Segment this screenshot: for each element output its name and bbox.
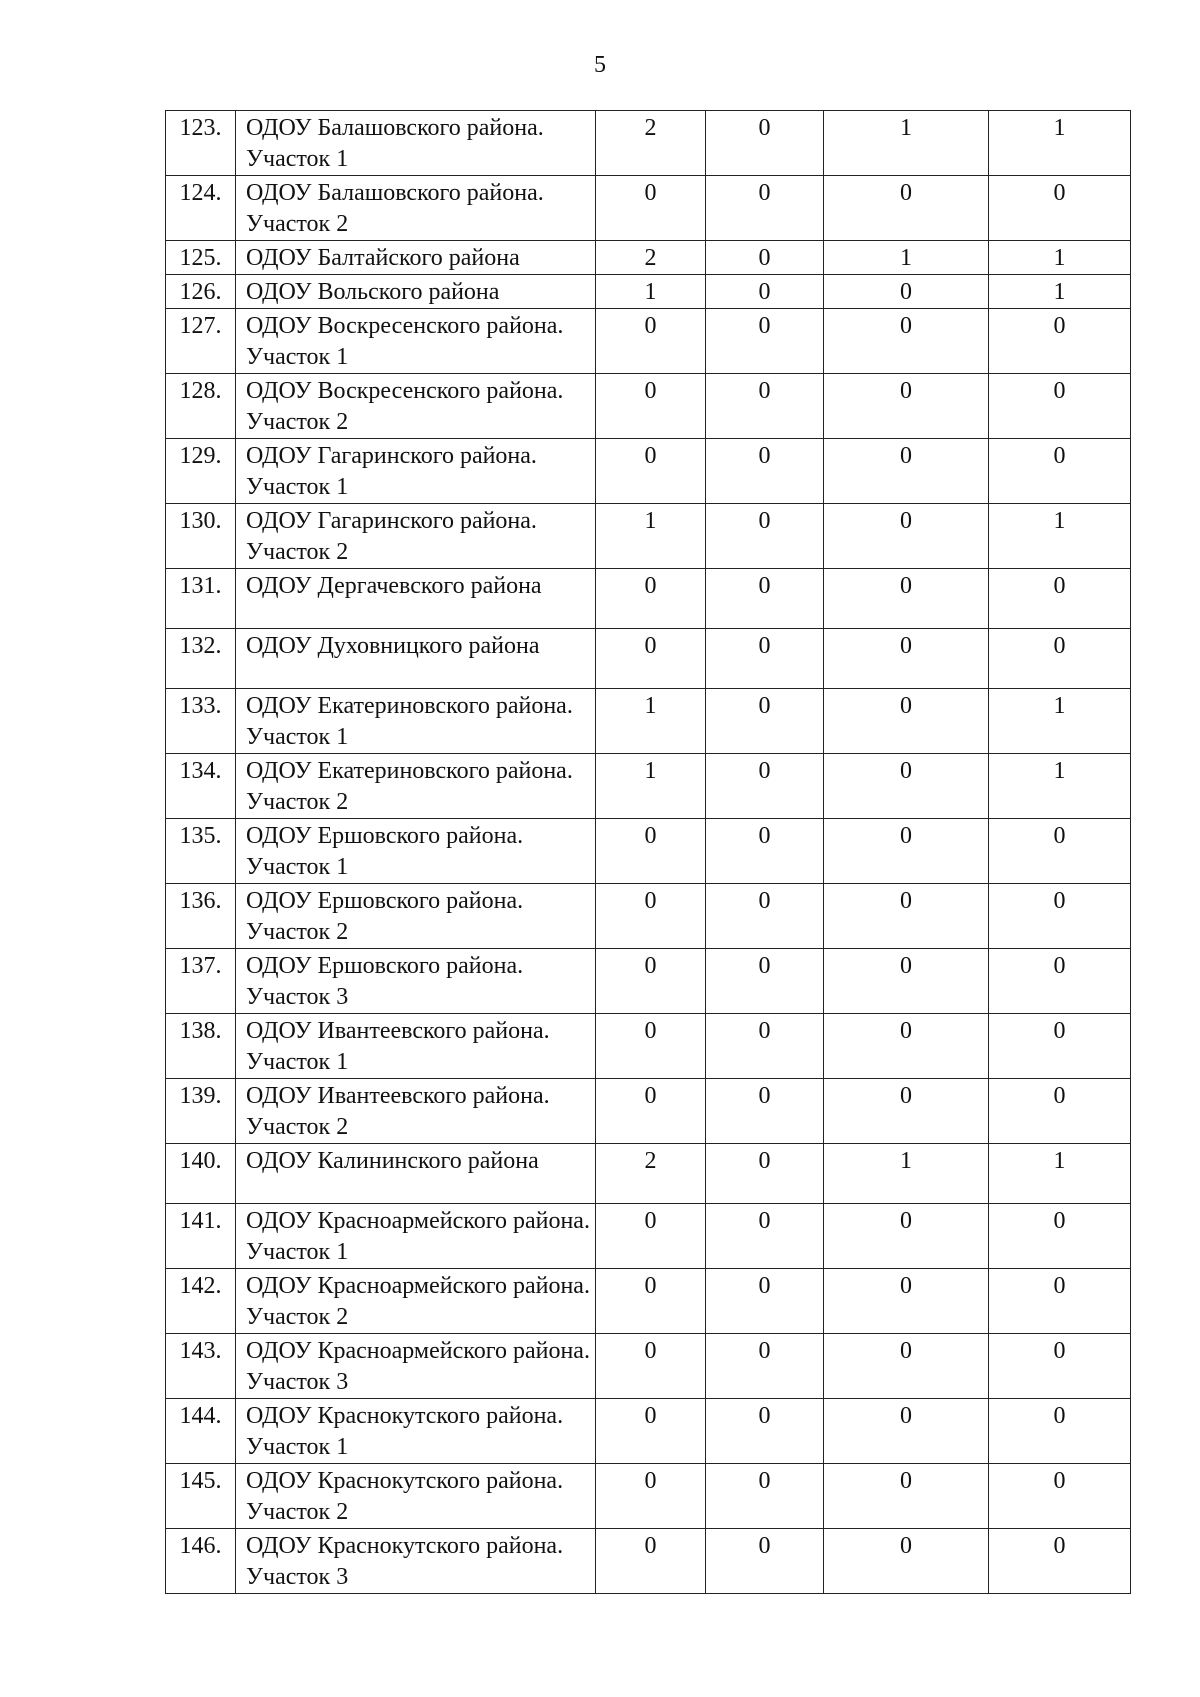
row-number: 143. xyxy=(166,1334,236,1399)
row-number: 123. xyxy=(166,111,236,176)
row-value-2: 0 xyxy=(706,241,824,275)
table-row xyxy=(166,176,1131,241)
row-number: 142. xyxy=(166,1269,236,1334)
row-value-4: 0 xyxy=(989,569,1131,629)
row-name: ОДОУ Екатериновского района. Участок 2 xyxy=(236,754,596,819)
row-value-2: 0 xyxy=(706,819,824,884)
row-number: 129. xyxy=(166,439,236,504)
row-value-1: 0 xyxy=(596,1464,706,1529)
row-value-3: 0 xyxy=(824,1529,989,1594)
table-row xyxy=(166,439,1131,504)
table-row xyxy=(166,1014,1131,1079)
row-value-1: 2 xyxy=(596,241,706,275)
row-value-2: 0 xyxy=(706,1334,824,1399)
row-value-3: 0 xyxy=(824,1464,989,1529)
row-value-2: 0 xyxy=(706,504,824,569)
row-name: ОДОУ Балашовского района. Участок 1 xyxy=(236,111,596,176)
row-number: 140. xyxy=(166,1144,236,1204)
row-number: 137. xyxy=(166,949,236,1014)
row-value-4: 1 xyxy=(989,275,1131,309)
row-name: ОДОУ Красноармейского района. Участок 2 xyxy=(236,1269,596,1334)
row-name: ОДОУ Воскресенского района. Участок 2 xyxy=(236,374,596,439)
row-value-3: 0 xyxy=(824,309,989,374)
row-value-4: 0 xyxy=(989,629,1131,689)
row-value-1: 0 xyxy=(596,439,706,504)
row-value-1: 1 xyxy=(596,689,706,754)
row-number: 132. xyxy=(166,629,236,689)
table-row xyxy=(166,1464,1131,1529)
row-number: 134. xyxy=(166,754,236,819)
row-value-4: 0 xyxy=(989,1464,1131,1529)
row-number: 144. xyxy=(166,1399,236,1464)
page-number: 5 xyxy=(594,52,606,78)
row-value-4: 1 xyxy=(989,689,1131,754)
row-name: ОДОУ Краснокутского района. Участок 2 xyxy=(236,1464,596,1529)
row-number: 128. xyxy=(166,374,236,439)
row-name: ОДОУ Ершовского района. Участок 1 xyxy=(236,819,596,884)
table-row xyxy=(166,1529,1131,1594)
row-value-2: 0 xyxy=(706,629,824,689)
row-value-2: 0 xyxy=(706,111,824,176)
row-name: ОДОУ Гагаринского района. Участок 2 xyxy=(236,504,596,569)
table-row xyxy=(166,754,1131,819)
table-row xyxy=(166,884,1131,949)
row-value-3: 0 xyxy=(824,176,989,241)
row-value-4: 1 xyxy=(989,754,1131,819)
row-value-2: 0 xyxy=(706,1464,824,1529)
row-value-1: 0 xyxy=(596,1269,706,1334)
row-value-3: 0 xyxy=(824,629,989,689)
table-row xyxy=(166,949,1131,1014)
table-body xyxy=(166,111,1131,1594)
table-row xyxy=(166,819,1131,884)
row-number: 146. xyxy=(166,1529,236,1594)
row-value-2: 0 xyxy=(706,689,824,754)
row-value-3: 0 xyxy=(824,1079,989,1144)
row-number: 131. xyxy=(166,569,236,629)
row-value-3: 0 xyxy=(824,689,989,754)
row-value-3: 0 xyxy=(824,504,989,569)
row-value-3: 0 xyxy=(824,819,989,884)
row-name: ОДОУ Балтайского района xyxy=(236,241,596,275)
row-value-1: 0 xyxy=(596,1204,706,1269)
row-value-2: 0 xyxy=(706,275,824,309)
row-value-4: 0 xyxy=(989,374,1131,439)
row-name: ОДОУ Ивантеевского района. Участок 2 xyxy=(236,1079,596,1144)
row-number: 126. xyxy=(166,275,236,309)
table-row xyxy=(166,1399,1131,1464)
row-value-4: 1 xyxy=(989,504,1131,569)
table-row xyxy=(166,504,1131,569)
row-name: ОДОУ Краснокутского района. Участок 3 xyxy=(236,1529,596,1594)
row-value-1: 0 xyxy=(596,569,706,629)
row-value-2: 0 xyxy=(706,439,824,504)
row-value-1: 0 xyxy=(596,1334,706,1399)
row-value-1: 0 xyxy=(596,949,706,1014)
row-name: ОДОУ Красноармейского района. Участок 3 xyxy=(236,1334,596,1399)
row-value-1: 0 xyxy=(596,176,706,241)
row-value-4: 1 xyxy=(989,1144,1131,1204)
row-value-1: 0 xyxy=(596,309,706,374)
row-value-2: 0 xyxy=(706,309,824,374)
row-value-1: 0 xyxy=(596,374,706,439)
row-value-2: 0 xyxy=(706,176,824,241)
row-value-1: 1 xyxy=(596,504,706,569)
row-value-4: 0 xyxy=(989,884,1131,949)
row-value-3: 0 xyxy=(824,1334,989,1399)
table-row xyxy=(166,1079,1131,1144)
table-row xyxy=(166,1144,1131,1204)
row-value-3: 1 xyxy=(824,241,989,275)
row-value-3: 0 xyxy=(824,1204,989,1269)
row-value-1: 2 xyxy=(596,111,706,176)
row-value-3: 1 xyxy=(824,1144,989,1204)
row-name: ОДОУ Красноармейского района. Участок 1 xyxy=(236,1204,596,1269)
row-value-1: 0 xyxy=(596,1079,706,1144)
table-row xyxy=(166,629,1131,689)
row-number: 127. xyxy=(166,309,236,374)
row-value-4: 0 xyxy=(989,1399,1131,1464)
row-value-2: 0 xyxy=(706,754,824,819)
row-name: ОДОУ Ивантеевского района. Участок 1 xyxy=(236,1014,596,1079)
row-value-3: 0 xyxy=(824,884,989,949)
data-table xyxy=(165,110,1131,1594)
row-value-1: 0 xyxy=(596,629,706,689)
row-value-1: 0 xyxy=(596,884,706,949)
row-value-2: 0 xyxy=(706,1204,824,1269)
row-value-4: 0 xyxy=(989,439,1131,504)
table-row xyxy=(166,1269,1131,1334)
row-number: 125. xyxy=(166,241,236,275)
row-name: ОДОУ Воскресенского района. Участок 1 xyxy=(236,309,596,374)
row-value-2: 0 xyxy=(706,1529,824,1594)
row-value-4: 1 xyxy=(989,241,1131,275)
row-value-2: 0 xyxy=(706,949,824,1014)
row-name: ОДОУ Гагаринского района. Участок 1 xyxy=(236,439,596,504)
row-value-3: 0 xyxy=(824,275,989,309)
table-row xyxy=(166,689,1131,754)
row-name: ОДОУ Балашовского района. Участок 2 xyxy=(236,176,596,241)
row-name: ОДОУ Екатериновского района. Участок 1 xyxy=(236,689,596,754)
row-value-1: 1 xyxy=(596,275,706,309)
row-value-1: 0 xyxy=(596,1529,706,1594)
row-value-1: 1 xyxy=(596,754,706,819)
row-value-3: 0 xyxy=(824,374,989,439)
row-value-4: 0 xyxy=(989,176,1131,241)
row-value-1: 2 xyxy=(596,1144,706,1204)
row-value-1: 0 xyxy=(596,819,706,884)
row-value-1: 0 xyxy=(596,1399,706,1464)
row-number: 136. xyxy=(166,884,236,949)
row-number: 133. xyxy=(166,689,236,754)
row-value-2: 0 xyxy=(706,1079,824,1144)
row-value-4: 0 xyxy=(989,1529,1131,1594)
row-value-2: 0 xyxy=(706,884,824,949)
row-name: ОДОУ Духовницкого района xyxy=(236,629,596,689)
row-name: ОДОУ Дергачевского района xyxy=(236,569,596,629)
table-row xyxy=(166,111,1131,176)
row-name: ОДОУ Вольского района xyxy=(236,275,596,309)
row-value-3: 0 xyxy=(824,949,989,1014)
row-value-4: 0 xyxy=(989,1269,1131,1334)
row-value-3: 1 xyxy=(824,111,989,176)
row-name: ОДОУ Ершовского района. Участок 2 xyxy=(236,884,596,949)
table-row xyxy=(166,374,1131,439)
row-value-3: 0 xyxy=(824,1014,989,1079)
row-value-2: 0 xyxy=(706,374,824,439)
table-row xyxy=(166,1204,1131,1269)
row-number: 130. xyxy=(166,504,236,569)
row-value-3: 0 xyxy=(824,754,989,819)
row-value-2: 0 xyxy=(706,1399,824,1464)
table-row xyxy=(166,309,1131,374)
row-value-4: 0 xyxy=(989,1204,1131,1269)
row-value-4: 0 xyxy=(989,949,1131,1014)
row-value-4: 0 xyxy=(989,1079,1131,1144)
table-row xyxy=(166,1334,1131,1399)
row-number: 145. xyxy=(166,1464,236,1529)
row-number: 138. xyxy=(166,1014,236,1079)
row-value-4: 0 xyxy=(989,309,1131,374)
table-row xyxy=(166,241,1131,275)
row-value-2: 0 xyxy=(706,1269,824,1334)
row-value-2: 0 xyxy=(706,1144,824,1204)
row-value-4: 0 xyxy=(989,1334,1131,1399)
row-number: 139. xyxy=(166,1079,236,1144)
row-value-3: 0 xyxy=(824,439,989,504)
row-value-2: 0 xyxy=(706,1014,824,1079)
row-name: ОДОУ Калининского района xyxy=(236,1144,596,1204)
row-value-2: 0 xyxy=(706,569,824,629)
row-value-4: 0 xyxy=(989,1014,1131,1079)
row-value-1: 0 xyxy=(596,1014,706,1079)
row-name: ОДОУ Краснокутского района. Участок 1 xyxy=(236,1399,596,1464)
table-row xyxy=(166,275,1131,309)
row-name: ОДОУ Ершовского района. Участок 3 xyxy=(236,949,596,1014)
row-number: 141. xyxy=(166,1204,236,1269)
row-value-3: 0 xyxy=(824,1399,989,1464)
row-value-4: 0 xyxy=(989,819,1131,884)
row-value-4: 1 xyxy=(989,111,1131,176)
row-number: 124. xyxy=(166,176,236,241)
row-number: 135. xyxy=(166,819,236,884)
table-row xyxy=(166,569,1131,629)
row-value-3: 0 xyxy=(824,1269,989,1334)
row-value-3: 0 xyxy=(824,569,989,629)
